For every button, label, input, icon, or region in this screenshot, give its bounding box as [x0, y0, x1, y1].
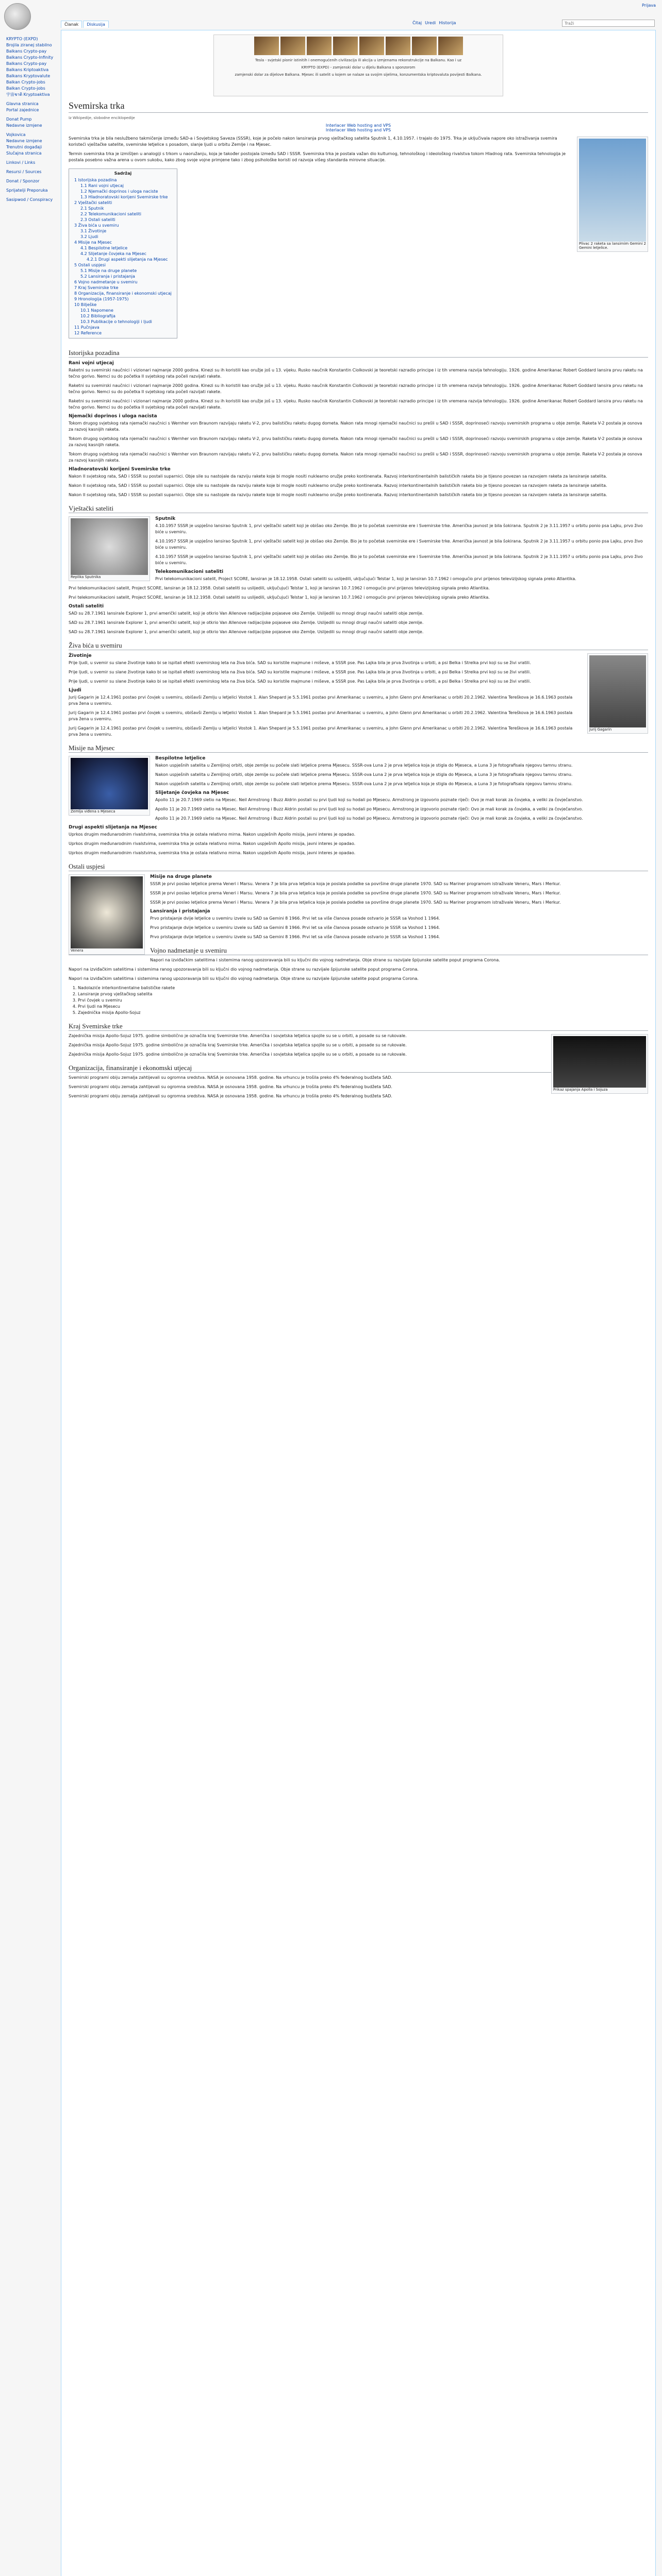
toc-item[interactable]: 5.2 Lansiranja i pristajanja [80, 274, 135, 279]
banner-image [254, 37, 279, 55]
sidebar-section [6, 169, 58, 175]
body-paragraph: Uprkos drugim međunarodnim rivalstvima, svemirska trka je ostala relativno mirna. Nakon uspješnih Apollo misija, javni interes je opadao. [69, 832, 356, 837]
body-paragraph: Prvo pristajanje dvije letjelice u svemiru izvele su SAD sa Gemini 8 1966. Prvi let sa više članova posade ostvario je SSSR sa Voshod 1 1964. [150, 916, 440, 921]
gagarin-image[interactable] [589, 655, 646, 727]
banner-image [412, 37, 437, 55]
list-item: 5. Zajednička misija Apollo-Sojuz [78, 1010, 648, 1016]
login-link[interactable]: Prijava [642, 3, 656, 8]
toc-item[interactable]: 1 Istorijska pozadina [74, 178, 117, 182]
sidebar-item[interactable]: Balkan Crypto-jobs [6, 80, 45, 84]
body-paragraph: Uprkos drugim međunarodnim rivalstvima, svemirska trka je ostala relativno mirna. Nakon uspješnih Apollo misija, javni interes je opadao. [69, 851, 356, 855]
list-item: 3. Prvi čovjek u svemiru [78, 997, 648, 1004]
sidebar-section [6, 116, 58, 129]
sputnik-thumbnail [69, 516, 150, 581]
sidebar-section [6, 178, 58, 184]
sidebar-item[interactable]: Vojkovica [6, 132, 26, 137]
intro-paragraph: Svemirska trka je bila neslužbeno takmičenje između SAD-a i Sovjetskog Saveza (SSSR), koje je počelo nakon lansiranja prvog vještačkog satelita Sputnik 1, 4.10.1957. i trajalo do 1975. Trka je uključivala napore oko istraživanja svemira koristeći vještačke satelite, svemirske letjelice s posadom, slanje ljudi u orbitu Zemlje i na Mjesec. [69, 136, 557, 147]
body-paragraph: SSSR je prvi poslao letjelice prema Veneri i Marsu. Venera 7 je bila prva letjelica koja je poslala podatke sa površine druge planete 1970. SAD su Mariner programom istraživale Veneru, Mars i Merkur. [150, 882, 561, 886]
thumbnail-caption: Jurij Gagarin [589, 727, 612, 732]
body-paragraph: SSSR je prvi poslao letjelice prema Veneri i Marsu. Venera 7 je bila prva letjelica koja je poslala podatke sa površine druge planete 1970. SAD su Mariner programom istraživale Veneru, Mars i Merkur. [150, 900, 561, 905]
body-paragraph: Jurij Gagarin je 12.4.1961 postao prvi čovjek u svemiru, obišavši Zemlju u letjelici Vostok 1. Alan Shepard je 5.5.1961 postao prvi Amerikanac u svemiru, a John Glenn prvi Amerikanac u orbiti 20.2.1962. Valentina Tereškova je 16.6.1963 postala prva žena u svemiru. [69, 695, 573, 706]
section-heading: Organizacija, finansiranje i ekonomski utjecaj [69, 1064, 648, 1073]
table-of-contents [69, 168, 177, 338]
toc-item[interactable]: 5 Ostali uspjesi [74, 263, 106, 267]
toc-item[interactable]: 6 Vojno nadmetanje u svemiru [74, 280, 138, 284]
toc-item[interactable]: 3.1 Životinje [80, 229, 107, 233]
wiki-logo[interactable] [4, 3, 31, 30]
subsection-heading: Hladnoratovski korijeni Svemirske trke [69, 467, 171, 472]
toc-item[interactable]: 2.1 Sputnik [80, 206, 104, 211]
toc-item[interactable]: 1.1 Rani vojni utjecaj [80, 183, 124, 188]
body-paragraph: Uprkos drugim međunarodnim rivalstvima, svemirska trka je ostala relativno mirna. Nakon uspješnih Apollo misija, javni interes je opadao. [69, 841, 356, 846]
sidebar-section [6, 160, 58, 166]
sidebar-item[interactable]: Nedavne izmjene [6, 139, 42, 143]
body-paragraph: Raketni su svemirski naučnici i vizionari najmanje 2000 godina. Kinezi su ih koristili kao oružje još u 13. vijeku. Rusko naučnik Konstantin Ciolkovski je teoretski razradio principe i iz tih vremena razvija tehnologiju. 1926. godine Amerikanac Robert Goddard lansira prvu raketu na tečno gorivo. Nemci su do početka II svjetskog rata počeli razvijati rakete. [69, 368, 643, 379]
subsection-heading: Ostali sateliti [69, 604, 104, 609]
body-paragraph: SSSR je prvi poslao letjelice prema Veneri i Marsu. Venera 7 je bila prva letjelica koja je poslala podatke sa površine druge planete 1970. SAD su Mariner programom istraživale Veneru, Mars i Merkur. [150, 891, 561, 895]
sidebar-item[interactable]: Balkan Crypto-jobs [6, 86, 45, 91]
banner-image [280, 37, 305, 55]
sidebar-tools [6, 36, 58, 98]
section-heading: Kraj Svemirske trke [69, 1022, 648, 1031]
tab-edit[interactable]: Uredi [425, 21, 436, 25]
section-heading: Vještački sateliti [69, 504, 648, 513]
sidebar-item[interactable]: Slučajna stranica [6, 151, 42, 156]
section-heading: Živa bića u svemiru [69, 641, 648, 650]
thumbnail-caption: Plivac 2 raketa sa lansirnim Gemini 2 Gemini letjelice. [579, 242, 646, 250]
body-paragraph: Raketni su svemirski naučnici i vizionari najmanje 2000 godina. Kinezi su ih koristili kao oružje još u 13. vijeku. Rusko naučnik Konstantin Ciolkovski je teoretski razradio principe i iz tih vremena razvija tehnologiju. 1926. godine Amerikanac Robert Goddard lansira prvu raketu na tečno gorivo. Nemci su do početka II svjetskog rata počeli razvijati rakete. [69, 399, 643, 410]
subsection-heading: Slijetanje čovjeka na Mjesec [155, 790, 229, 795]
banner-caption: KRYPTO (EXPD) - zamjenski dolar u dijelu Balkana s sponzorom [301, 65, 416, 70]
toc-item[interactable]: 2 Vještački sateliti [74, 200, 112, 205]
body-paragraph: Prvi telekomunikacioni satelit, Project SCORE, lansiran je 18.12.1958. Ostali sateliti su uslijedili, uključujući Telstar 1, koji je lansiran 10.7.1962 i omogućio prvi prijenos televizijskog signala preko Atlantika. [69, 595, 490, 600]
body-paragraph: Prvo pristajanje dvije letjelice u svemiru izvele su SAD sa Gemini 8 1966. Prvi let sa više članova posade ostvario je SSSR sa Voshod 1 1964. [150, 935, 440, 939]
page-subtitle: Iz Wikipedije, slobodne enciklopedije [69, 116, 135, 120]
banner-image [333, 37, 358, 55]
body-paragraph: SAD su 28.7.1961 lansirale Explorer 1, prvi američki satelit, koji je otkrio Van Allenove radijacijske pojaseve oko Zemlje. Uslijedili su mnogi drugi naučni sateliti obje zemlje. [69, 630, 424, 634]
sidebar-item[interactable]: Balkans Kriptoaktiva [6, 67, 49, 72]
toc-item[interactable]: 5.1 Misije na druge planete [80, 268, 137, 273]
banner-image [438, 37, 463, 55]
subsection-heading: Rani vojni utjecaj [69, 361, 114, 366]
body-paragraph: Zajednička misija Apollo-Sojuz 1975. godine simbolično je označila kraj Svemirske trke. Američka i sovjetska letjelica spojile su se u orbiti, a posade su se rukovale. [69, 1052, 407, 1057]
banner-caption: zamjenski dolar za dijelove Balkana. Mjesec ili satelit u kojem se nalaze sa svojim sijelima, konzumentska kriptovaluta povijesti Balkana. [235, 73, 482, 77]
venera-image[interactable] [71, 876, 143, 948]
sputnik-image[interactable] [71, 518, 148, 575]
body-paragraph: Nakon II svjetskog rata, SAD i SSSR su postali suparnici. Obje sile su nastojale da razviju rakete koje bi mogle nositi nuklearno oružje preko kontinenata. Razvoj interkontinentalnih balističkih raketa bio je tijesno povezan sa razvojem raketa za lansiranje satelita. [69, 474, 607, 479]
list-item: 4. Prvi ljudi na Mjesecu [78, 1004, 648, 1010]
subsection-heading: Drugi aspekti slijetanja na Mjesec [69, 825, 157, 830]
section-heading: Vojno nadmetanje u svemiru [69, 946, 648, 955]
tab-article[interactable]: Članak [61, 21, 82, 28]
sidebar-item[interactable]: Sasipwod / Conspiracy [6, 197, 53, 202]
tab-history[interactable]: Historija [439, 21, 456, 25]
toc-item[interactable]: 2.2 Telekomunikacioni sateliti [80, 212, 141, 216]
toc-item[interactable]: 3.2 Ljudi [80, 234, 98, 239]
venera-thumbnail [69, 874, 145, 955]
body-paragraph: Prvi telekomunikacioni satelit, Project SCORE, lansiran je 18.12.1958. Ostali sateliti su uslijedili, uključujući Telstar 1, koji je lansiran 10.7.1962 i omogućio prvi prijenos televizijskog signala preko Atlantika. [155, 577, 576, 581]
sidebar-item[interactable]: Trenutni događaji [6, 145, 42, 149]
personal-tools [642, 3, 656, 8]
tab-read[interactable]: Čitaj [412, 21, 422, 25]
section-heading: Ostali uspjesi [69, 862, 648, 871]
body-paragraph: Svemirski programi obiju zemalja zahtijevali su ogromna sredstva. NASA je osnovana 1958. godine. Na vrhuncu je trošila preko 4% federalnog budžeta SAD. [69, 1094, 392, 1098]
thumbnail-caption: Venera [71, 948, 84, 953]
toc-item[interactable]: 4 Misije na Mjesec [74, 240, 112, 245]
sidebar-item[interactable]: Donat Pump [6, 117, 32, 122]
rocket-image[interactable] [579, 139, 646, 242]
page-title: Svemirska trka [69, 100, 648, 113]
sidebar-item[interactable]: Portal zajednice [6, 108, 39, 112]
body-paragraph: Prvi telekomunikacioni satelit, Project SCORE, lansiran je 18.12.1958. Ostali sateliti su uslijedili, uključujući Telstar 1, koji je lansiran 10.7.1962 i omogućio prvi prijenos televizijskog signala preko Atlantika. [69, 586, 490, 590]
thumbnail-caption: Prikaz spajanja Apolla i Sojuza [553, 1088, 608, 1092]
body-paragraph: Prije ljudi, u svemir su slane životinje kako bi se ispitali efekti svemirskog leta na živa bića. SAD su koristile majmune i miševe, a SSSR pse. Pas Lajka bila je prva životinja u orbiti, a psi Belka i Strelka prvi koji su se živi vratili. [69, 670, 531, 674]
toc-title: Sadržaj [114, 171, 132, 176]
toc-item[interactable]: 8 Organizacija, finansiranje i ekonomski utjecaj [74, 291, 172, 296]
sidebar-item[interactable]: Balkans Crypto-pay [6, 49, 47, 54]
banner-caption: Tesla - svjetski pionir istinitih i onemogućenih civilizacija ili akcija u izmjenama rekonstrukcije na Balkanu. Kao i uz [255, 58, 462, 62]
subsection-heading: Sputnik [155, 516, 176, 521]
subsection-heading: Njemački doprinos i uloga nacista [69, 414, 157, 419]
sidebar-item[interactable]: Balkans Kryptovalute [6, 74, 51, 78]
sidebar-section [6, 101, 58, 113]
body-paragraph: Nakon II svjetskog rata, SAD i SSSR su postali suparnici. Obje sile su nastojale da razviju rakete koje bi mogle nositi nuklearno oružje preko kontinenata. Razvoj interkontinentalnih balističkih raketa bio je tijesno povezan sa razvojem raketa za lansiranje satelita. [69, 483, 607, 488]
toc-item[interactable]: 4.2.1 Drugi aspekti slijetanja na Mjesec [87, 257, 168, 262]
sidebar-item[interactable]: Linkovi / Links [6, 160, 36, 165]
subsection-heading: Lansiranja i pristajanja [150, 909, 210, 914]
section-heading: Istorijska pozadina [69, 349, 648, 358]
sidebar-section [6, 188, 58, 194]
body-paragraph: 4.10.1957 SSSR je uspješno lansirao Sputnik 1, prvi vještački satelit koji je obišao oko Zemlje. Bio je to početak svemirske ere i Svemirske trke. Američka javnost je bila šokirana. Sputnik 2 je 3.11.1957 u orbitu ponio psa Lajku, prvo živo biće u svemiru. [155, 539, 643, 550]
toc-item[interactable]: 9 Hronologija (1957-1975) [74, 297, 129, 301]
body-paragraph: Tokom drugog svjetskog rata njemački naučnici s Wernher von Braunom razvijaju raketu V-2, prvu balističku raketu dugog dometa. Nakon rata mnogi njemački naučnici su prešli u SAD i SSSR, doprinoseći razvoju svemirskih programa u obje zemlje. Raketa V-2 postala je osnova za razvoj kasnijih raketa. [69, 436, 642, 447]
sidebar-section [6, 132, 58, 157]
ordered-list [78, 985, 648, 1016]
toc-item[interactable]: 4.2 Slijetanje čovjeka na Mjesec [80, 251, 146, 256]
ad-link[interactable]: Interlacer Web hosting and VPS [325, 123, 391, 128]
intro-paragraph: Termin svemirska trka je izmišljen u analogiji s trkom u naoružanju, koja je također postojala između SAD i SSSR. Svemirska trka je postala važan dio kulturnog, tehnološkog i ideološkog rivalstva tokom Hladnog rata. Svemirska tehnologija je postala posebno važna arena u ovom sukobu, kako zbog svoje vojne primjene tako i zbog psihološke koristi od razvoja višeg standarda mirovne situacije. [69, 151, 566, 162]
body-paragraph: Jurij Gagarin je 12.4.1961 postao prvi čovjek u svemiru, obišavši Zemlju u letjelici Vostok 1. Alan Shepard je 5.5.1961 postao prvi Amerikanac u svemiru, a John Glenn prvi Amerikanac u orbiti 20.2.1962. Valentina Tereškova je 16.6.1963 postala prva žena u svemiru. [69, 726, 573, 737]
subsection-heading: Ljudi [69, 688, 81, 693]
body-paragraph: Tokom drugog svjetskog rata njemački naučnici s Wernher von Braunom razvijaju raketu V-2, prvu balističku raketu dugog dometa. Nakon rata mnogi njemački naučnici su prešli u SAD i SSSR, doprinoseći razvoju svemirskih programa u obje zemlje. Raketa V-2 postala je osnova za razvoj kasnijih raketa. [69, 452, 642, 463]
body-paragraph: SAD su 28.7.1961 lansirale Explorer 1, prvi američki satelit, koji je otkrio Van Allenove radijacijske pojaseve oko Zemlje. Uslijedili su mnogi drugi naučni sateliti obje zemlje. [69, 620, 424, 625]
list-item: 1. Nadolaziće interkontinentalne balističke rakete [78, 985, 648, 991]
sidebar-item[interactable]: Sprijatelji Preporuka [6, 188, 48, 193]
toc-item[interactable]: 1.3 Hladnoratovski korijeni Svemirske trke [80, 195, 168, 199]
body-paragraph: 4.10.1957 SSSR je uspješno lansirao Sputnik 1, prvi vještački satelit koji je obišao oko Zemlje. Bio je to početak svemirske ere i Svemirske trke. Američka javnost je bila šokirana. Sputnik 2 je 3.11.1957 u orbitu ponio psa Lajku, prvo živo biće u svemiru. [155, 523, 643, 534]
banner-image [386, 37, 410, 55]
moon-image[interactable] [71, 758, 148, 809]
section-heading: Misije na Mjesec [69, 744, 648, 753]
body-paragraph: Napori na izviđačkim satelitima i sistemima ranog upozoravanja bili su ključni dio vojnog nadmetanja. Obje strane su razvijale špijunske satelite poput programa Corona. [69, 967, 419, 972]
body-paragraph: Svemirski programi obiju zemalja zahtijevali su ogromna sredstva. NASA je osnovana 1958. godine. Na vrhuncu je trošila preko 4% federalnog budžeta SAD. [69, 1084, 392, 1089]
subsection-heading: Telekomunikacioni sateliti [155, 569, 224, 574]
body-paragraph: Prvo pristajanje dvije letjelice u svemiru izvele su SAD sa Gemini 8 1966. Prvi let sa više članova posade ostvario je SSSR sa Voshod 1 1964. [150, 925, 440, 930]
view-tabs [412, 21, 456, 25]
body-paragraph: Nakon uspješnih satelita u Zemljinoj orbiti, obje zemlje su počele slati letjelice prema Mjesecu. SSSR-ova Luna 2 je prva letjelica koja je stigla do Mjeseca, a Luna 3 je fotografisala njegovu tamnu stranu. [155, 782, 573, 786]
body-paragraph: Apollo 11 je 20.7.1969 sletio na Mjesec. Neil Armstrong i Buzz Aldrin postali su prvi ljudi koji su hodali po Mjesecu. Armstrong je izgovorio poznate riječi: Ovo je mali korak za čovjeka, a veliki za čovječanstvo. [155, 807, 583, 811]
banner-images [214, 35, 503, 57]
toc-item[interactable]: 10 Bilješke [74, 302, 97, 307]
toc-item[interactable]: 4.1 Bespilotne letjelice [80, 246, 128, 250]
body-paragraph: SAD su 28.7.1961 lansirale Explorer 1, prvi američki satelit, koji je otkrio Van Allenove radijacijske pojaseve oko Zemlje. Uslijedili su mnogi drugi naučni sateliti obje zemlje. [69, 611, 424, 616]
top-banner [213, 35, 503, 96]
toc-list [74, 177, 172, 336]
subsection-heading: Bespilotne letjelice [155, 756, 206, 761]
toc-item[interactable]: 7 Kraj Svemirske trke [74, 285, 119, 290]
toc-item[interactable]: 2.3 Ostali sateliti [80, 217, 115, 222]
toc-item[interactable]: 10.3 Publikacije o tehnologiji i ljudi [80, 319, 152, 324]
body-paragraph: Prije ljudi, u svemir su slane životinje kako bi se ispitali efekti svemirskog leta na živa bića. SAD su koristile majmune i miševe, a SSSR pse. Pas Lajka bila je prva životinja u orbiti, a psi Belka i Strelka prvi koji su se živi vratili. [69, 660, 531, 665]
banner-image [359, 37, 384, 55]
apollo-thumbnail [551, 1034, 648, 1094]
thumbnail-caption: Replika Sputnika [71, 575, 101, 579]
body-paragraph: Nakon uspješnih satelita u Zemljinoj orbiti, obje zemlje su počele slati letjelice prema Mjesecu. SSSR-ova Luna 2 je prva letjelica koja je stigla do Mjeseca, a Luna 3 je fotografisala njegovu tamnu stranu. [155, 772, 573, 777]
body-paragraph: Zajednička misija Apollo-Sojuz 1975. godine simbolično je označila kraj Svemirske trke. Američka i sovjetska letjelica spojile su se u orbiti, a posade su se rukovale. [69, 1033, 407, 1038]
toc-item[interactable]: 12 Reference [74, 331, 102, 335]
namespace-tabs [61, 21, 109, 28]
body-paragraph: Apollo 11 je 20.7.1969 sletio na Mjesec. Neil Armstrong i Buzz Aldrin postali su prvi ljudi koji su hodali po Mjesecu. Armstrong je izgovorio poznate riječi: Ovo je mali korak za čovjeka, a veliki za čovječanstvo. [155, 816, 583, 821]
body-paragraph: Nakon uspješnih satelita u Zemljinoj orbiti, obje zemlje su počele slati letjelice prema Mjesecu. SSSR-ova Luna 2 je prva letjelica koja je stigla do Mjeseca, a Luna 3 je fotografisala njegovu tamnu stranu. [155, 763, 573, 768]
body-paragraph: 4.10.1957 SSSR je uspješno lansirao Sputnik 1, prvi vještački satelit koji je obišao oko Zemlje. Bio je to početak svemirske ere i Svemirske trke. Američka javnost je bila šokirana. Sputnik 2 je 3.11.1957 u orbitu ponio psa Lajku, prvo živo biće u svemiru. [155, 554, 643, 565]
apollo-image[interactable] [553, 1036, 646, 1088]
sidebar-item[interactable]: Balkans Crypto-pay [6, 61, 47, 66]
sidebar-section [6, 197, 58, 203]
tab-talk[interactable]: Diskusija [83, 21, 109, 28]
main-content [61, 30, 656, 2576]
sidebar [6, 36, 58, 206]
subsection-heading: Misije na druge planete [150, 874, 212, 879]
body-paragraph: Zajednička misija Apollo-Sojuz 1975. godine simbolično je označila kraj Svemirske trke. Američka i sovjetska letjelica spojile su se u orbiti, a posade su se rukovale. [69, 1043, 407, 1047]
sidebar-item[interactable]: Brojila ziranej stabilno [6, 43, 52, 47]
body-paragraph: Tokom drugog svjetskog rata njemački naučnici s Wernher von Braunom razvijaju raketu V-2, prvu balističku raketu dugog dometa. Nakon rata mnogi njemački naučnici su prešli u SAD i SSSR, doprinoseći razvoju svemirskih programa u obje zemlje. Raketa V-2 postala je osnova za razvoj kasnijih raketa. [69, 421, 642, 432]
gagarin-thumbnail [587, 653, 648, 734]
subsection-heading: Životinje [69, 653, 92, 658]
body-paragraph: Svemirski programi obiju zemalja zahtijevali su ogromna sredstva. NASA je osnovana 1958. godine. Na vrhuncu je trošila preko 4% federalnog budžeta SAD. [69, 1075, 392, 1080]
thumbnail-caption: Zemlja viđena s Mjeseca [71, 809, 115, 814]
list-item: 2. Lansiranje prvog vještačkog satelita [78, 991, 648, 997]
body-paragraph: Nakon II svjetskog rata, SAD i SSSR su postali suparnici. Obje sile su nastojale da razviju rakete koje bi mogle nositi nuklearno oružje preko kontinenata. Razvoj interkontinentalnih balističkih raketa bio je tijesno povezan sa razvojem raketa za lansiranje satelita. [69, 493, 607, 497]
rocket-thumbnail [577, 137, 648, 252]
body-paragraph: Apollo 11 je 20.7.1969 sletio na Mjesec. Neil Armstrong i Buzz Aldrin postali su prvi ljudi koji su hodali po Mjesecu. Armstrong je izgovorio poznate riječi: Ovo je mali korak za čovjeka, a veliki za čovječanstvo. [155, 798, 583, 802]
article-sections [69, 349, 648, 1099]
body-paragraph: Jurij Gagarin je 12.4.1961 postao prvi čovjek u svemiru, obišavši Zemlju u letjelici Vostok 1. Alan Shepard je 5.5.1961 postao prvi Amerikanac u svemiru, a John Glenn prvi Amerikanac u orbiti 20.2.1962. Valentina Tereškova je 16.6.1963 postala prva žena u svemiru. [69, 710, 573, 721]
toc-item[interactable]: 11 Pučnjava [74, 325, 100, 330]
sidebar-item[interactable]: Glavna stranica [6, 101, 39, 106]
sidebar-item[interactable]: KRYPTO (EXPD) [6, 37, 38, 41]
sidebar-item[interactable]: Balkans Crypto-Infinity [6, 55, 54, 60]
search-input[interactable]: Traži [562, 20, 655, 27]
toc-item[interactable]: 3 Živa bića u svemiru [74, 223, 119, 228]
body-paragraph: Raketni su svemirski naučnici i vizionari najmanje 2000 godina. Kinezi su ih koristili kao oružje još u 13. vijeku. Rusko naučnik Konstantin Ciolkovski je teoretski razradio principe i iz tih vremena razvija tehnologiju. 1926. godine Amerikanac Robert Goddard lansira prvu raketu na tečno gorivo. Nemci su do početka II svjetskog rata počeli razvijati rakete. [69, 383, 643, 394]
sidebar-item[interactable]: Donat / Sponzor [6, 179, 40, 183]
ad-links [69, 123, 648, 132]
sidebar-item[interactable]: Resursi / Sources [6, 170, 42, 174]
toc-item[interactable]: 10.1 Napomene [80, 308, 113, 313]
body-paragraph: Prije ljudi, u svemir su slane životinje kako bi se ispitali efekti svemirskog leta na živa bića. SAD su koristile majmune i miševe, a SSSR pse. Pas Lajka bila je prva životinja u orbiti, a psi Belka i Strelka prvi koji su se živi vratili. [69, 679, 531, 684]
banner-image [307, 37, 332, 55]
moon-thumbnail [69, 756, 150, 816]
body-paragraph: Napori na izviđačkim satelitima i sistemima ranog upozoravanja bili su ključni dio vojnog nadmetanja. Obje strane su razvijale špijunske satelite poput programa Corona. [150, 958, 500, 962]
sidebar-item[interactable]: 宇宙ชาติ Kryptoaktiva [6, 92, 50, 97]
ad-link[interactable]: Interlacer Web hosting and VPS [325, 128, 391, 132]
toc-item[interactable]: 10.2 Bibliografija [80, 314, 115, 318]
sidebar-item[interactable]: Nedavne izmjene [6, 123, 42, 128]
body-paragraph: Napori na izviđačkim satelitima i sistemima ranog upozoravanja bili su ključni dio vojnog nadmetanja. Obje strane su razvijale špijunske satelite poput programa Corona. [69, 976, 419, 981]
toc-item[interactable]: 1.2 Njemački doprinos i uloga naciste [80, 189, 158, 194]
